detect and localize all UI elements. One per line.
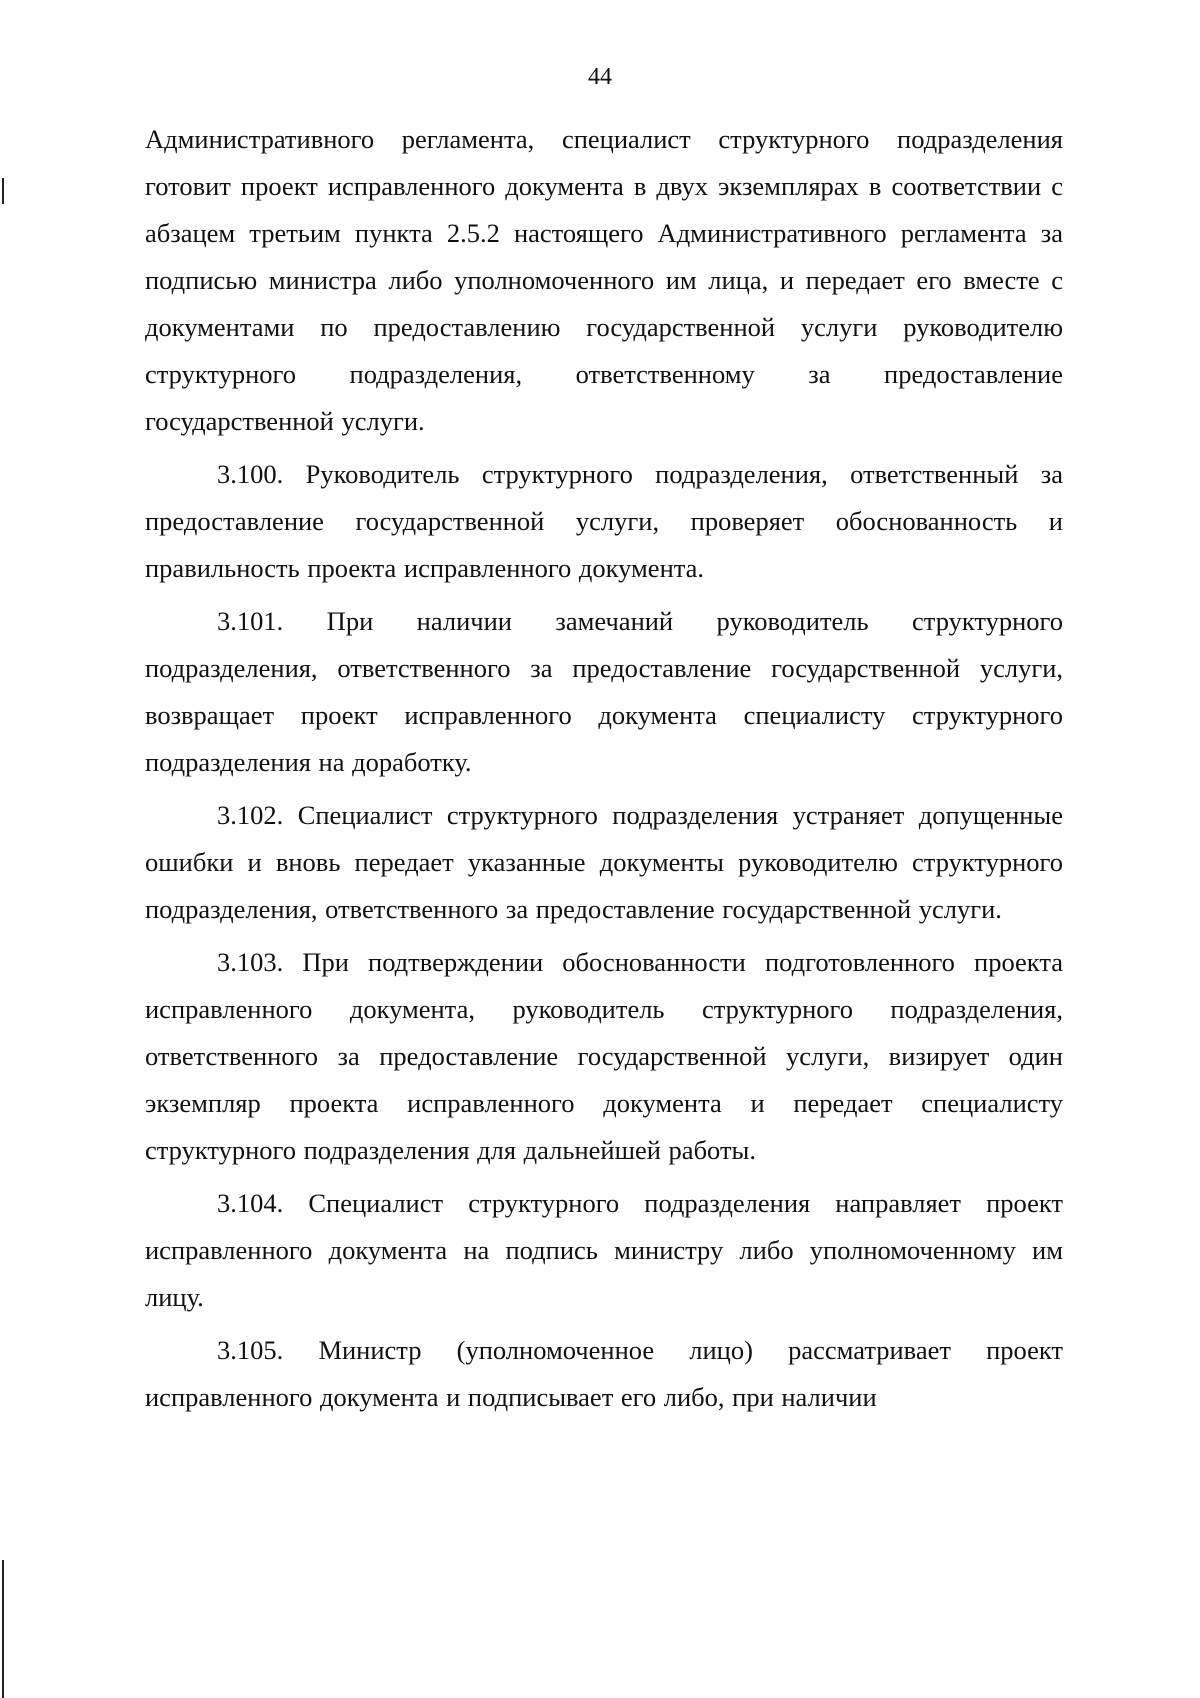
paragraph-3-102: 3.102. Специалист структурного подразделения устраняет допущенные ошибки и вновь передает указанные документы руководителю структурного подразделения, ответственного за предоставление государственной услуги. — [145, 800, 1063, 924]
paragraph-3-105: 3.105. Министр (уполномоченное лицо) рассматривает проект исправленного документа и подписывает его либо, при наличии — [145, 1335, 1063, 1412]
paragraph-3-103: 3.103. При подтверждении обоснованности подготовленного проекта исправленного документа, руководитель структурного подразделения, ответственного за предоставление государственной услуги, визирует один экземпляр проекта исправленного документа и передает специалисту структурного подразделения для дальнейшей работы. — [145, 947, 1063, 1165]
paragraph-3-100: 3.100. Руководитель структурного подразделения, ответственный за предоставление государственной услуги, проверяет обоснованность и правильность проекта исправленного документа. — [145, 459, 1063, 583]
paragraph-3-104: 3.104. Специалист структурного подразделения направляет проект исправленного документа на подпись министру либо уполномоченному им лицу. — [145, 1188, 1063, 1312]
page-number: 44 — [588, 64, 612, 90]
paragraph-3-101: 3.101. При наличии замечаний руководитель структурного подразделения, ответственного за предоставление государственной услуги, возвращает проект исправленного документа специалисту структурного подразделения на доработку. — [145, 606, 1063, 777]
scan-edge-mark-top — [2, 178, 4, 204]
paragraph-continuation: Административного регламента, специалист структурного подразделения готовит проект исправленного документа в двух экземплярах в соответствии с абзацем третьим пункта 2.5.2 настоящего Административного регламента за подписью министра либо уполномоченного им лица, и передает его вместе с документами по предоставлению государственной услуги руководителю структурного подразделения, ответственному за предоставление государственной услуги. — [145, 124, 1063, 436]
document-body — [145, 116, 1063, 1427]
scan-edge-mark-bottom — [2, 1560, 4, 1698]
